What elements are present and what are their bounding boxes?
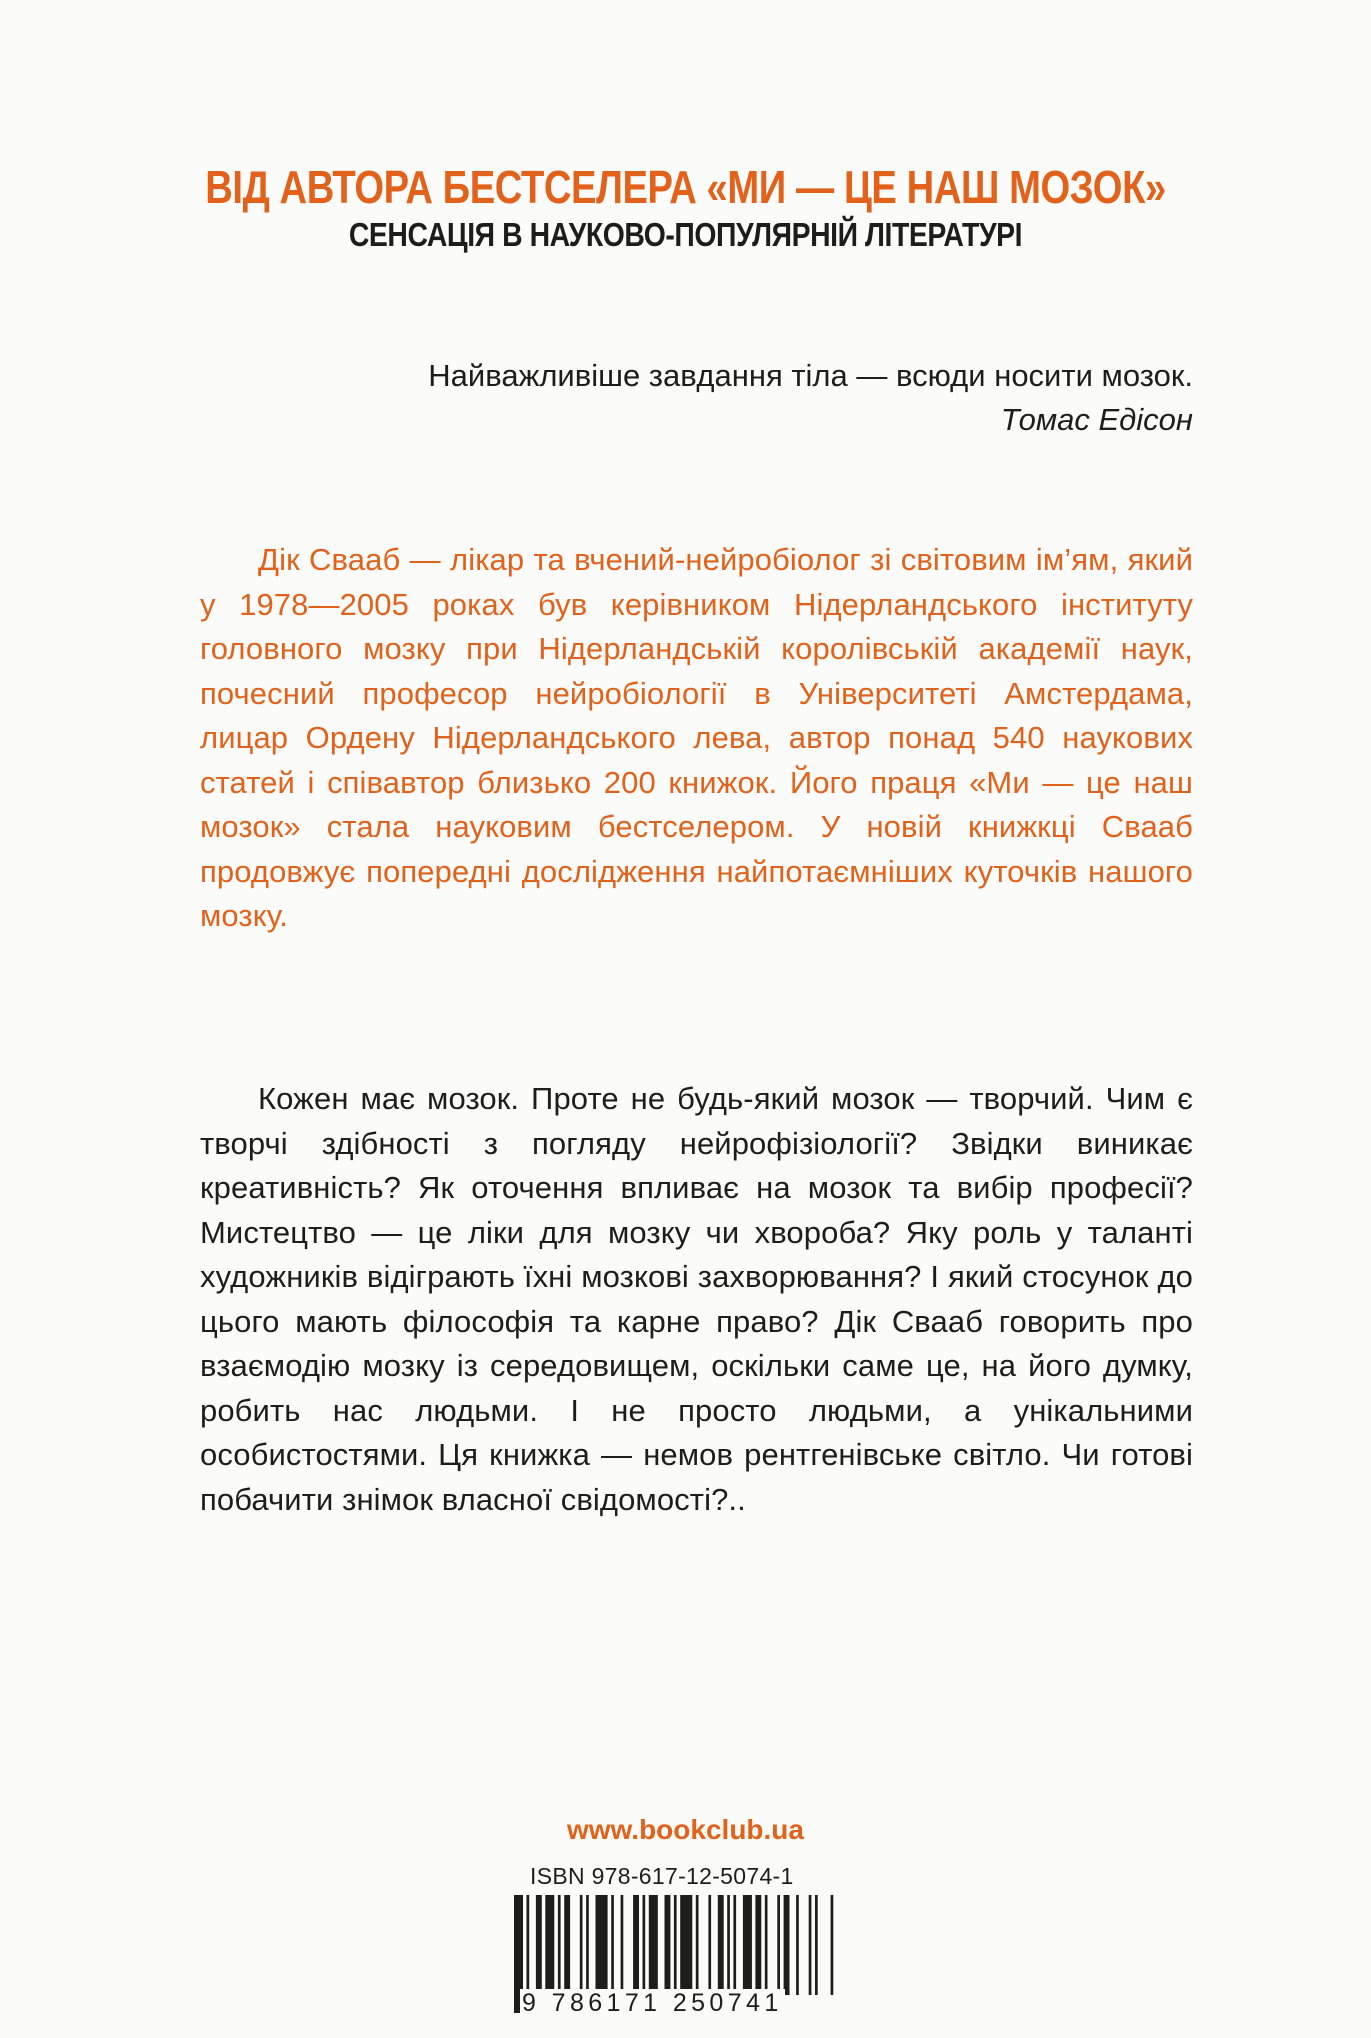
barcode-digits: 9 786171 250741 bbox=[522, 1989, 783, 2017]
epigraph-author: Томас Едісон bbox=[1000, 402, 1193, 437]
barcode-bar bbox=[680, 1895, 692, 1995]
barcode-bar bbox=[718, 1895, 724, 1995]
headline-bestseller: ВІД АВТОРА БЕСТСЕЛЕРА «МИ — ЦЕ НАШ МОЗОК» bbox=[205, 161, 1166, 213]
barcode-bar bbox=[586, 1895, 589, 1995]
barcode-bar bbox=[733, 1895, 736, 1995]
epigraph-quote: Найважливіше завдання тіла — всюди носити мозок. bbox=[428, 358, 1193, 393]
barcode-bar bbox=[796, 1895, 799, 1995]
barcode-bar bbox=[545, 1895, 554, 1995]
barcode-bar bbox=[596, 1895, 608, 1995]
barcode-block bbox=[500, 1863, 845, 2023]
epigraph bbox=[200, 354, 1193, 442]
barcode-bar bbox=[784, 1895, 790, 1995]
barcode-bar bbox=[536, 1895, 542, 1995]
barcode-bar bbox=[649, 1895, 658, 1995]
isbn-label: ISBN 978-617-12-5074-1 bbox=[530, 1863, 794, 1889]
barcode-bar bbox=[558, 1895, 561, 1995]
barcode-bar bbox=[643, 1895, 646, 1995]
publisher-website-link[interactable]: www.bookclub.ua bbox=[567, 1814, 804, 1845]
barcode-bar bbox=[765, 1895, 768, 1995]
book-description-paragraph: Кожен має мозок. Проте не будь-який мозок — творчий. Чим є творчі здібності з погляду нейрофізіології? Звідки виникає креативність? Як оточення впливає на мозок та вибір професії? Мистецтво — це ліки для мозку чи хвороба? Яку роль у таланті художників відіграють їхні мозкові захворювання? І який стосунок до цього мають філософія та карне право? Дік Свааб говорить про взаємодію мозку із середовищем, оскільки саме це, на його думку, робить нас людьми. І не просто людьми, а унікальними особистостями. Ця книжка — немов рентгенівське світло. Чи готові побачити знімок власної свідомості?.. bbox=[200, 1081, 1193, 1517]
barcode-bar bbox=[580, 1895, 583, 1995]
author-bio-paragraph: Дік Свааб — лікар та вчений-нейробіолог зі світовим ім’ям, який у 1978—2005 роках був керівником Нідерландського інституту головного мозку при Нідерландській королівській академії наук, почесний професор нейробіології в Університеті Амстердама, лицар Ордену Нідерландського лева, автор понад 540 наукових статей і співавтор близько 200 книжок. Його праця «Ми — це наш мозок» стала науковим бестселером. У новій книжкці Свааб продовжує попередні дослідження найпотаємніших куточків нашого мозку. bbox=[200, 542, 1193, 933]
barcode-bar bbox=[727, 1895, 730, 1995]
barcode-bar bbox=[777, 1895, 780, 1995]
barcode-bar bbox=[831, 1895, 834, 1995]
barcode-bar bbox=[815, 1895, 818, 1995]
barcode-bar bbox=[611, 1895, 614, 1995]
barcode-bar bbox=[621, 1895, 624, 1995]
barcode-bar bbox=[696, 1895, 699, 1995]
barcode-bar bbox=[564, 1895, 570, 1995]
barcode-bar bbox=[708, 1895, 711, 1995]
headline-sensation: СЕНСАЦІЯ В НАУКОВО-ПОПУЛЯРНІЙ ЛІТЕРАТУРІ bbox=[348, 216, 1023, 253]
barcode-bar bbox=[665, 1895, 671, 1995]
barcode-bar bbox=[674, 1895, 677, 1995]
barcode-bar bbox=[633, 1895, 639, 1995]
barcode-bar bbox=[809, 1895, 812, 1995]
